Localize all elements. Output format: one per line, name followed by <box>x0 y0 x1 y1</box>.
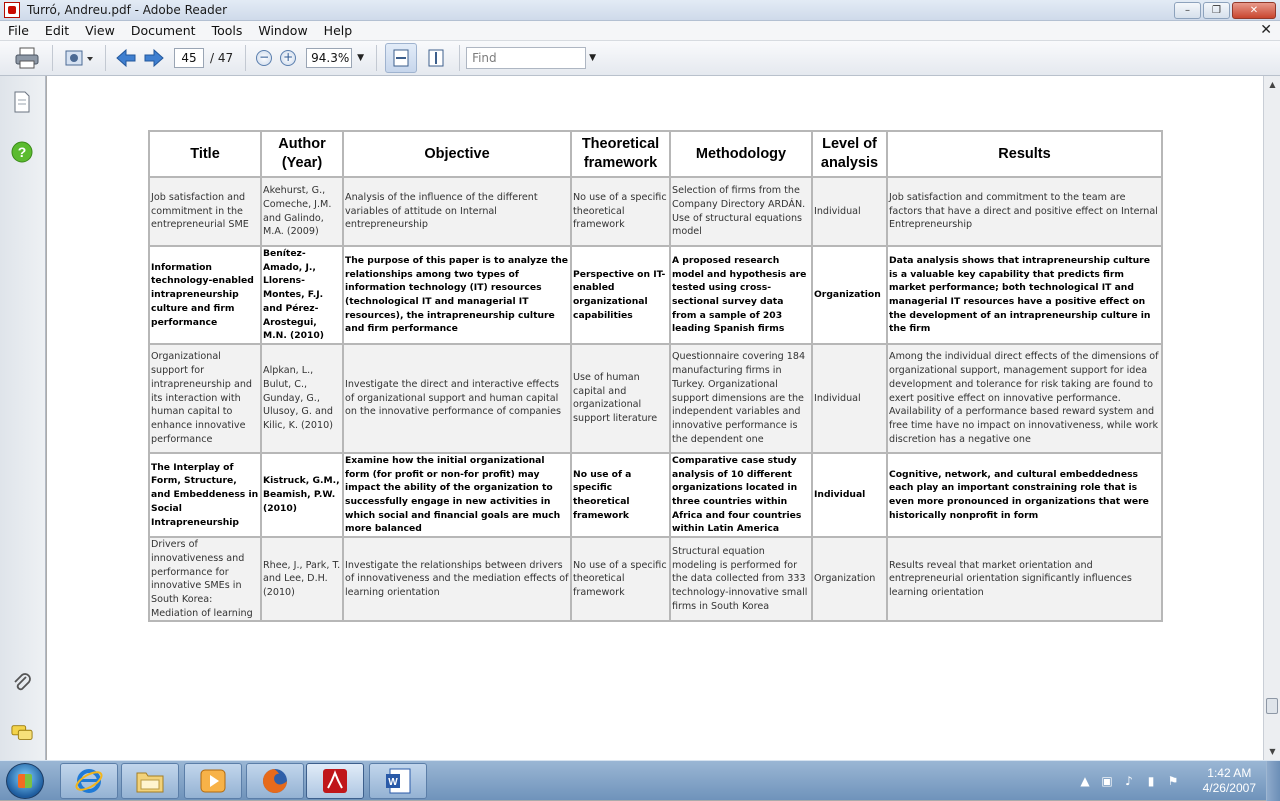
device-icon[interactable]: ▣ <box>1101 774 1113 788</box>
cell-title: Drivers of innovativeness and performance for innovative SMEs in South Korea: Mediation of learning <box>149 537 261 621</box>
start-button[interactable] <box>6 763 44 799</box>
internet-explorer-icon <box>75 767 103 795</box>
fit-width-button[interactable] <box>385 43 417 73</box>
comments-icon <box>11 723 33 743</box>
literature-table <box>148 130 1163 622</box>
fit-page-icon <box>426 48 446 68</box>
title-bar <box>0 0 1280 21</box>
fit-width-icon <box>391 48 411 68</box>
scrollbar-thumb[interactable] <box>1266 698 1278 714</box>
cell-title: Job satisfaction and commitment in the entrepreneurial SME <box>149 177 261 246</box>
document-view <box>47 76 1263 760</box>
table-row <box>149 246 1162 344</box>
clock-time: 1:42 AM <box>1207 766 1252 780</box>
column-header: Objective <box>343 131 571 177</box>
cell-level: Individual <box>812 453 887 537</box>
cell-results: Among the individual direct effects of the dimensions of organizational support, management support for idea development and tolerance for risk taking are found to exert positive effect on innovative performance. Availability of a performance based reward system and free time have no impact on innovativeness, while work discretion has a negative one <box>887 344 1162 453</box>
table-row <box>149 177 1162 246</box>
page-number-input[interactable]: 45 <box>174 48 204 68</box>
cell-methodology: Structural equation modeling is performed for the data collected from 333 technology-innovative small firms in South Korea <box>670 537 812 621</box>
cell-objective: The purpose of this paper is to analyze the relationships among two types of information technology (IT) resources (technological IT and managerial IT resources), the intrapreneurship culture and firm performance <box>343 246 571 344</box>
table-row <box>149 453 1162 537</box>
paperclip-icon <box>11 672 33 694</box>
column-header: Title <box>149 131 261 177</box>
zoom-in-button[interactable] <box>280 50 296 66</box>
plus-icon: + <box>283 50 294 64</box>
zoom-dropdown-icon[interactable]: ▼ <box>357 53 365 63</box>
menu-edit[interactable]: Edit <box>44 23 70 38</box>
minus-icon: − <box>259 50 270 64</box>
show-desktop-button[interactable] <box>1266 761 1280 801</box>
cell-objective: Investigate the relationships between drivers of innovativeness and the mediation effects of learning orientation <box>343 537 571 621</box>
cell-methodology: Selection of firms from the Company Directory ARDÁN. Use of structural equations model <box>670 177 812 246</box>
table-row <box>149 537 1162 621</box>
close-document-icon[interactable]: ✕ <box>1260 22 1272 38</box>
column-header: Theoretical framework <box>571 131 670 177</box>
menu-bar <box>0 21 1280 41</box>
cell-author: Kistruck, G.M., Beamish, P.W. (2010) <box>261 453 343 537</box>
cell-level: Individual <box>812 177 887 246</box>
select-tool-button[interactable] <box>59 45 99 71</box>
vertical-scrollbar[interactable] <box>1263 76 1280 760</box>
scroll-up-icon[interactable]: ▲ <box>1269 80 1276 89</box>
cell-author: Alpkan, L., Bulut, C., Gunday, G., Ulusoy, G. and Kilic, K. (2010) <box>261 344 343 453</box>
comments-button[interactable] <box>11 722 33 744</box>
firefox-icon <box>260 766 290 796</box>
cell-title: Information technology-enabled intrapreneurship culture and firm performance <box>149 246 261 344</box>
scroll-down-icon[interactable]: ▼ <box>1269 747 1276 756</box>
adobe-reader-icon <box>4 2 20 18</box>
table-row <box>149 344 1162 453</box>
column-header: Author (Year) <box>261 131 343 177</box>
show-hidden-icons-icon[interactable]: ▲ <box>1080 774 1090 788</box>
clock-date: 4/26/2007 <box>1202 781 1256 795</box>
navigation-panel <box>0 76 46 760</box>
cell-methodology: A proposed research model and hypothesis are tested using cross-sectional survey data from a sample of 203 leading Spanish firms <box>670 246 812 344</box>
cell-results: Cognitive, network, and cultural embeddedness each play an important constraining role that is even more pronounced in organizations that were historically nonprofit in form <box>887 453 1162 537</box>
adobe-reader-icon <box>321 767 349 795</box>
cell-results: Data analysis shows that intrapreneurship culture is a valuable key capability that predicts firm market performance; both technological IT and managerial IT resources have a positive effect on the development of an intrapreneurship culture in the firm <box>887 246 1162 344</box>
cell-framework: Perspective on IT-enabled organizational capabilities <box>571 246 670 344</box>
cell-methodology: Questionnaire covering 184 manufacturing firms in Turkey. Organizational support dimensions are the independent variables and innovative performance is the dependent one <box>670 344 812 453</box>
window-title: Turró, Andreu.pdf - Adobe Reader <box>27 3 228 17</box>
word-icon <box>384 767 412 795</box>
page-total: / 47 <box>210 51 234 65</box>
separator <box>459 45 460 71</box>
column-header: Methodology <box>670 131 812 177</box>
minimize-button[interactable]: – <box>1174 2 1201 19</box>
svg-text:?: ? <box>17 144 27 160</box>
folder-icon <box>135 768 165 794</box>
print-button[interactable] <box>8 45 46 71</box>
volume-icon[interactable]: ♪ <box>1125 774 1133 788</box>
clock[interactable] <box>1203 766 1256 796</box>
menu-document[interactable]: Document <box>130 23 196 38</box>
cell-objective: Examine how the initial organizational form (for profit or non-for profit) may impact the ability of the organization to successfully engage in new activities in which social and financial goals are much more balanced <box>343 453 571 537</box>
arrow-right-icon <box>143 48 165 68</box>
cell-author: Benítez-Amado, J., Llorens-Montes, F.J. and Pérez-Arostegui, M.N. (2010) <box>261 246 343 344</box>
cell-level: Organization <box>812 537 887 621</box>
find-dropdown-icon[interactable]: ▼ <box>589 53 596 63</box>
table-header-row <box>149 131 1162 177</box>
menu-help[interactable]: Help <box>323 23 353 38</box>
separator <box>376 45 377 71</box>
cell-framework: Use of human capital and organizational support literature <box>571 344 670 453</box>
restore-button[interactable]: ❐ <box>1203 2 1230 19</box>
hand-tool-icon <box>64 47 94 69</box>
zoom-out-button[interactable] <box>256 50 272 66</box>
printer-icon <box>15 47 39 69</box>
menu-view[interactable]: View <box>85 23 115 38</box>
fit-page-button[interactable] <box>419 45 453 71</box>
pages-panel-button[interactable] <box>11 91 33 113</box>
taskbar-explorer[interactable] <box>121 763 179 799</box>
taskbar-internet-explorer[interactable] <box>60 763 118 799</box>
media-player-icon <box>199 768 227 794</box>
help-button[interactable] <box>11 141 33 163</box>
cell-results: Job satisfaction and commitment to the team are factors that have a direct and positive effect on Internal Entrepreneurship <box>887 177 1162 246</box>
cell-title: The Interplay of Form, Structure, and Embeddeness in Social Intrapreneurship <box>149 453 261 537</box>
cell-objective: Analysis of the influence of the different variables of attitude on Internal entrepreneurship <box>343 177 571 246</box>
action-center-flag-icon[interactable]: ⚑ <box>1167 774 1179 788</box>
cell-title: Organizational support for intrapreneurship and its interaction with human capital to enhance innovative performance <box>149 344 261 453</box>
menu-tools[interactable]: Tools <box>211 23 243 38</box>
arrow-left-icon <box>115 48 137 68</box>
pages-icon <box>12 91 32 113</box>
cell-objective: Investigate the direct and interactive effects of organizational support and human capital on the innovative performance of companies <box>343 344 571 453</box>
attachments-button[interactable] <box>11 672 33 694</box>
separator <box>105 45 106 71</box>
cell-methodology: Comparative case study analysis of 10 different organizations located in three countries within Africa and four countries within Latin America <box>670 453 812 537</box>
cell-author: Rhee, J., Park, T. and Lee, D.H. (2010) <box>261 537 343 621</box>
menu-file[interactable]: File <box>8 23 29 38</box>
next-page-button[interactable] <box>140 45 168 71</box>
system-tray <box>1070 761 1280 801</box>
cell-author: Akehurst, G., Comeche, J.M. and Galindo, M.A. (2009) <box>261 177 343 246</box>
previous-page-button[interactable] <box>112 45 140 71</box>
menu-window[interactable]: Window <box>258 23 308 38</box>
cell-level: Organization <box>812 246 887 344</box>
separator <box>52 45 53 71</box>
close-button[interactable]: ✕ <box>1232 2 1276 19</box>
taskbar-word[interactable] <box>369 763 427 799</box>
toolbar <box>0 41 1280 76</box>
cell-results: Results reveal that market orientation and entrepreneurial orientation significantly influences learning orientation <box>887 537 1162 621</box>
find-input[interactable]: Find <box>466 47 586 69</box>
cell-framework: No use of a specific theoretical framework <box>571 537 670 621</box>
cell-level: Individual <box>812 344 887 453</box>
separator <box>245 45 246 71</box>
network-icon[interactable]: ▮ <box>1147 774 1155 788</box>
column-header: Level of analysis <box>812 131 887 177</box>
zoom-level-input[interactable]: 94.3% <box>306 48 352 68</box>
window-controls <box>1172 2 1276 19</box>
column-header: Results <box>887 131 1162 177</box>
taskbar-media-player[interactable] <box>184 763 242 799</box>
svg-text:W: W <box>388 777 398 788</box>
help-icon <box>11 141 33 163</box>
cell-framework: No use of a specific theoretical framework <box>571 177 670 246</box>
taskbar-adobe-reader[interactable] <box>306 763 364 799</box>
cell-framework: No use of a specific theoretical framework <box>571 453 670 537</box>
taskbar-firefox[interactable] <box>246 763 304 799</box>
taskbar <box>0 760 1280 800</box>
